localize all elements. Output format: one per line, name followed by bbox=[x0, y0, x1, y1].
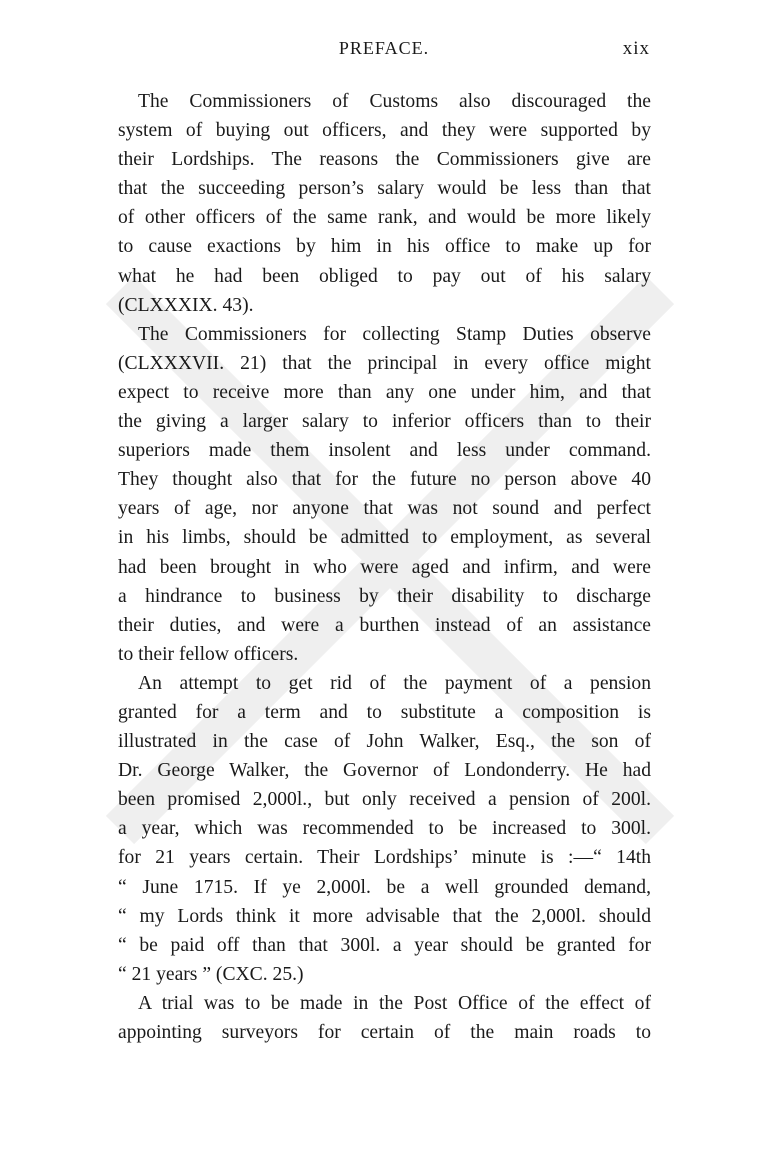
text-line: superiors made them insolent and less under command. bbox=[118, 440, 651, 462]
text-line: for 21 years certain. Their Lordships’ minute is :—“ 14th bbox=[118, 847, 651, 869]
text-line: been promised 2,000l., but only received a pension of 200l. bbox=[118, 789, 651, 811]
text-line: years of age, nor anyone that was not sound and perfect bbox=[118, 498, 651, 520]
text-line: what he had been obliged to pay out of his salary bbox=[118, 265, 651, 287]
text-line: “ my Lords think it more advisable that the 2,000l. should bbox=[118, 905, 651, 927]
text-line: had been brought in who were aged and infirm, and were bbox=[118, 556, 651, 578]
text-line: that the succeeding person’s salary would be less than that bbox=[118, 178, 651, 200]
text-line: their Lordships. The reasons the Commissioners give are bbox=[118, 149, 651, 171]
text-line: expect to receive more than any one under him, and that bbox=[118, 381, 651, 403]
text-line: “ June 1715. If ye 2,000l. be a well grounded demand, bbox=[118, 876, 651, 898]
paragraph bbox=[118, 669, 651, 989]
running-title: PREFACE. bbox=[338, 38, 430, 58]
paragraph bbox=[118, 989, 651, 1047]
paragraph bbox=[118, 87, 651, 320]
text-line: of other officers of the same rank, and would be more likely bbox=[118, 207, 651, 229]
text-line: granted for a term and to substitute a composition is bbox=[118, 701, 651, 723]
text-line: (CLXXXIX. 43). bbox=[118, 294, 254, 316]
text-line: An attempt to get rid of the payment of a pension bbox=[138, 672, 651, 694]
text-line: “ be paid off than that 300l. a year should be granted for bbox=[118, 934, 651, 956]
text-line: system of buying out officers, and they were supported by bbox=[118, 120, 651, 142]
text-line: (CLXXXVII. 21) that the principal in every office might bbox=[118, 352, 651, 374]
text-line: illustrated in the case of John Walker, Esq., the son of bbox=[118, 731, 651, 753]
text-line: the giving a larger salary to inferior officers than to their bbox=[118, 411, 651, 433]
text-line: to their fellow officers. bbox=[118, 643, 299, 665]
running-head bbox=[118, 38, 650, 64]
text-line: Dr. George Walker, the Governor of Londonderry. He had bbox=[118, 760, 651, 782]
page-number: xix bbox=[622, 38, 650, 59]
text-line: a year, which was recommended to be increased to 300l. bbox=[118, 818, 651, 840]
text-line: appointing surveyors for certain of the main roads to bbox=[118, 1022, 651, 1043]
text-line: They thought also that for the future no person above 40 bbox=[118, 469, 651, 491]
text-line: “ 21 years ” (CXC. 25.) bbox=[118, 963, 304, 985]
text-line: their duties, and were a burthen instead of an assistance bbox=[118, 614, 651, 636]
paragraph bbox=[118, 320, 651, 669]
text-line: a hindrance to business by their disability to discharge bbox=[118, 585, 651, 607]
text-line: to cause exactions by him in his office to make up for bbox=[118, 236, 651, 258]
text-line: The Commissioners of Customs also discouraged the bbox=[138, 91, 651, 112]
text-line: A trial was to be made in the Post Office of the effect of bbox=[138, 992, 651, 1014]
text-line: The Commissioners for collecting Stamp Duties observe bbox=[138, 323, 651, 345]
text-line: in his limbs, should be admitted to employment, as several bbox=[118, 527, 651, 549]
body-text bbox=[118, 87, 651, 1047]
